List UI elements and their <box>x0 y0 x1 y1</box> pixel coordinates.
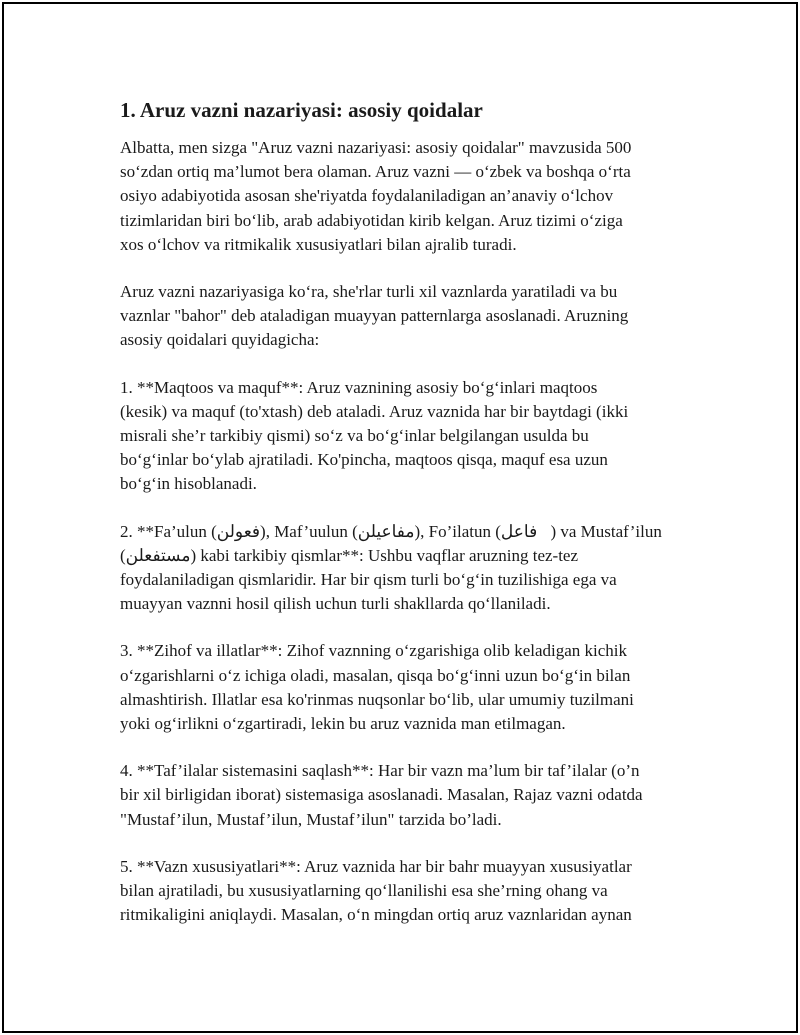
text-line: vaznlar "bahor" deb ataladigan muayyan patternlarga asoslanadi. Aruzning <box>120 306 629 326</box>
text-line: bilan ajratiladi, bu xususiyatlarning qo‘llanilishi esa she’rning ohang va <box>120 881 608 901</box>
text-line: bo‘g‘in hisoblanadi. <box>120 474 257 494</box>
text-line: 2. **Fa’ulun (فعولن), Maf’uulun (مفاعيلن), Fo’ilatun (فاعل ) va Mustaf’ilun <box>120 521 662 541</box>
text-line: osiyo adabiyotida asosan she'riyatda foydalaniladigan an’anaviy o‘lchov <box>120 186 614 206</box>
page-title: 1. Aruz vazni nazariyasi: asosiy qoidalar <box>120 98 483 122</box>
document-page <box>2 2 798 1033</box>
paragraph-rule-4 <box>120 759 700 832</box>
text-line: (مستفعلن) kabi tarkibiy qismlar**: Ushbu vaqflar aruzning tez-tez <box>120 545 579 565</box>
text-line: so‘zdan ortiq ma’lumot bera olaman. Aruz vazni — o‘zbek va boshqa o‘rta <box>120 162 631 182</box>
paragraph-rule-5 <box>120 855 700 928</box>
text-line: tizimlaridan biri bo‘lib, arab adabiyotidan kirib kelgan. Aruz tizimi o‘ziga <box>120 210 623 230</box>
text-line: bo‘g‘inlar bo‘ylab ajratiladi. Ko'pincha, maqtoos qisqa, maquf esa uzun <box>120 450 608 470</box>
text-line: xos o‘lchov va ritmikalik xususiyatlari bilan ajralib turadi. <box>120 234 517 254</box>
text-line: foydalaniladigan qismlaridir. Har bir qism turli bo‘g‘in tuzilishiga ega va <box>120 570 617 590</box>
text-line: muayyan vaznni hosil qilish uchun turli shakllarda qo‘llaniladi. <box>120 594 551 614</box>
text-line: bir xil birligidan iborat) sistemasiga asoslanadi. Masalan, Rajaz vazni odatda <box>120 785 643 805</box>
text-line: ritmikaligini aniqlaydi. Masalan, o‘n mingdan ortiq aruz vaznlaridan aynan <box>120 905 632 925</box>
text-line: 5. **Vazn xususiyatlari**: Aruz vaznida har bir bahr muayyan xususiyatlar <box>120 856 632 876</box>
paragraph-rule-2 <box>120 520 700 617</box>
text-line: asosiy qoidalari quyidagicha: <box>120 330 320 350</box>
paragraph-rule-3 <box>120 639 700 736</box>
text-line: almashtirish. Illatlar esa ko'rinmas nuqsonlar bo‘lib, ular umumiy tuzilmani <box>120 689 634 709</box>
text-line: 3. **Zihof va illatlar**: Zihof vaznning o‘zgarishiga olib keladigan kichik <box>120 641 628 661</box>
text-line: o‘zgarishlarni o‘z ichiga oladi, masalan, qisqa bo‘g‘inni uzun bo‘g‘in bilan <box>120 665 631 685</box>
text-line: "Mustaf’ilun, Mustaf’ilun, Mustaf’ilun" tarzida bo’ladi. <box>120 809 502 829</box>
text-line: 1. **Maqtoos va maquf**: Aruz vaznining asosiy bo‘g‘inlari maqtoos <box>120 377 598 397</box>
text-line: Aruz vazni nazariyasiga ko‘ra, she'rlar turli xil vaznlarda yaratiladi va bu <box>120 282 618 302</box>
text-line: (kesik) va maquf (to'xtash) deb ataladi. Aruz vaznida har bir baytdagi (ikki <box>120 401 629 421</box>
paragraph-intro <box>120 136 700 257</box>
text-line: Albatta, men sizga "Aruz vazni nazariyasi: asosiy qoidalar" mavzusida 500 <box>120 138 632 157</box>
text-line: 4. **Taf’ilalar sistemasini saqlash**: Har bir vazn ma’lum bir taf’ilalar (o’n <box>120 761 640 781</box>
document-body <box>120 96 700 950</box>
text-line: yoki og‘irlikni o‘zgartiradi, lekin bu aruz vaznida man etilmagan. <box>120 714 566 734</box>
paragraph-overview <box>120 280 700 353</box>
text-line: misrali she’r tarkibiy qismi) so‘z va bo‘g‘inlar belgilangan usulda bu <box>120 426 589 446</box>
paragraph-rule-1 <box>120 376 700 497</box>
